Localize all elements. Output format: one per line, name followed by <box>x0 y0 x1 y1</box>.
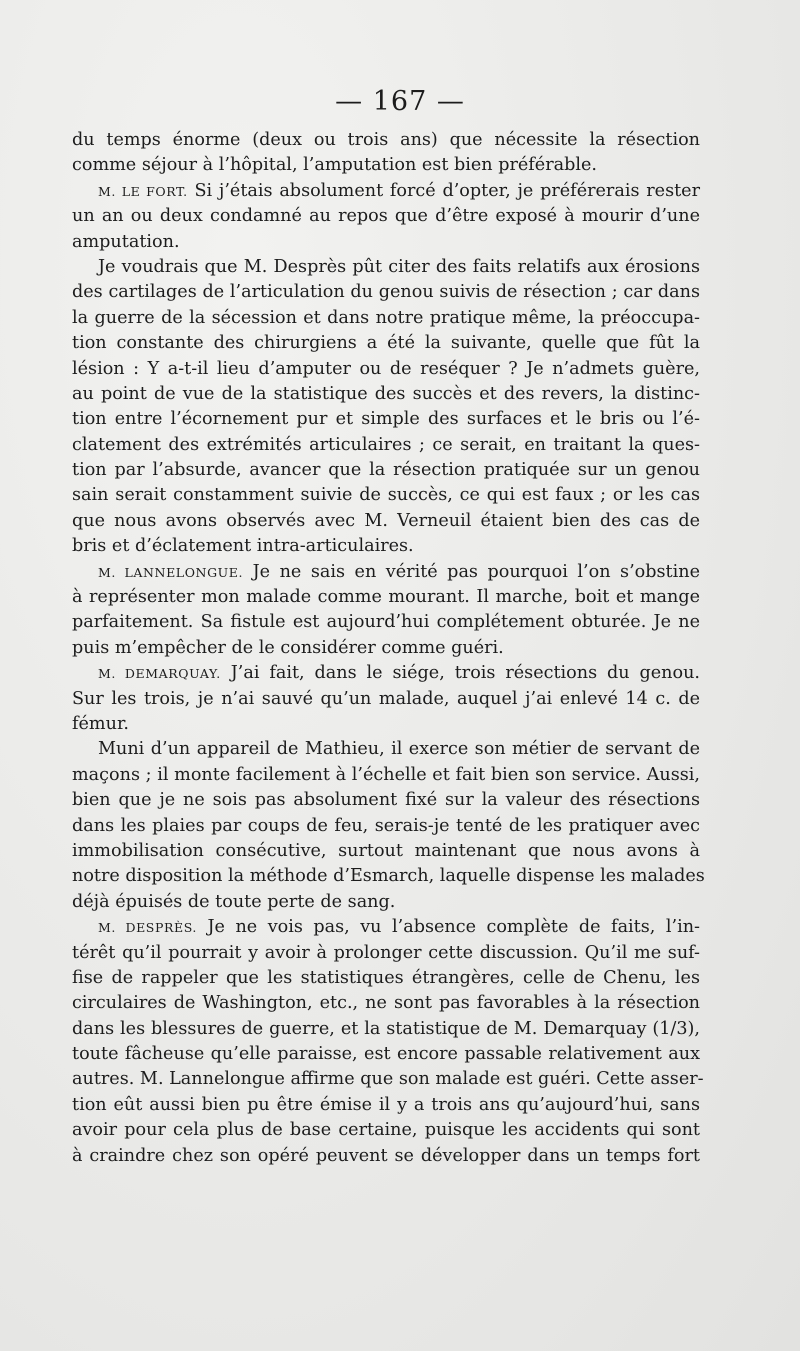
paragraph-demarquay <box>72 661 700 737</box>
text-line <box>72 560 700 585</box>
text-line: circulaires de Washington, etc., ne sont pas favorables à la résection <box>72 993 700 1014</box>
text-line: amputation. <box>72 231 180 252</box>
text-line: clatement des extrémités articulaires ; ce serait, en traitant la ques- <box>72 434 700 455</box>
text-line: la guerre de la sécession et dans notre pratique même, la préoccupa- <box>72 307 700 328</box>
speaker-name: M. LE FORT. <box>98 183 188 199</box>
line-text: Je ne vois pas, vu l’absence complète de faits, l’in- <box>207 917 700 938</box>
text-line: fise de rappeler que les statistiques étrangères, celle de Chenu, les <box>72 967 700 988</box>
paragraph <box>72 255 700 560</box>
text-line: tion entre l’écornement pur et simple des surfaces et le bris ou l’é- <box>72 409 700 430</box>
paragraph-lannelongue <box>72 560 700 662</box>
text-line: dans les plaies par coups de feu, serais-je tenté de les pratiquer avec <box>72 815 700 836</box>
speaker-name: M. LANNELONGUE. <box>98 564 244 580</box>
text-line <box>72 915 700 940</box>
line-text: Si j’étais absolument forcé d’opter, je préférerais rester <box>194 180 700 201</box>
paragraph-despres <box>72 915 704 1169</box>
text-line: toute fâcheuse qu’elle paraisse, est encore passable relativement aux <box>72 1044 700 1065</box>
text-line: au point de vue de la statistique des succès et des revers, la distinc- <box>72 383 700 404</box>
text-line <box>72 179 700 204</box>
text-line: à craindre chez son opéré peuvent se développer dans un temps fort <box>72 1145 700 1166</box>
text-line: térêt qu’il pourrait y avoir à prolonger cette discussion. Qu’il me suf- <box>72 942 700 963</box>
text-line: tion constante des chirurgiens a été la suivante, quelle que fût la <box>72 333 700 354</box>
page-number: — 167 — <box>335 86 465 117</box>
text-line: parfaitement. Sa fistule est aujourd’hui complétement obturée. Je ne <box>72 612 700 633</box>
text-line: du temps énorme (deux ou trois ans) que nécessite la résection <box>72 130 700 150</box>
text-line: Je voudrais que M. Desprès pût citer des faits relatifs aux érosions <box>98 256 700 277</box>
text-line: un an ou deux condamné au repos que d’être exposé à mourir d’une <box>72 206 700 227</box>
text-line: tion par l’absurde, avancer que la résection pratiquée sur un genou <box>72 460 700 481</box>
speaker-name: M. DESPRÈS. <box>98 920 197 936</box>
paragraph <box>72 128 700 179</box>
text-line: fémur. <box>72 713 130 734</box>
paragraph <box>72 737 705 915</box>
text-line: Muni d’un appareil de Mathieu, il exerce son métier de servant de <box>98 739 700 760</box>
line-text: Je ne sais en vérité pas pourquoi l’on s’obstine <box>252 561 701 582</box>
text-line: avoir pour cela plus de base certaine, puisque les accidents qui sont <box>72 1120 700 1141</box>
text-line: que nous avons observés avec M. Verneuil étaient bien des cas de <box>72 510 700 531</box>
text-line: autres. M. Lannelongue affirme que son malade est guéri. Cette asser- <box>72 1069 704 1090</box>
text-line: immobilisation consécutive, surtout maintenant que nous avons à <box>72 840 700 861</box>
text-line: lésion : Y a-t-il lieu d’amputer ou de reséquer ? Je n’admets guère, <box>72 358 700 379</box>
text-line <box>72 661 700 686</box>
text-line: sain serait constamment suivie de succès, ce qui est faux ; or les cas <box>72 485 700 506</box>
text-line: à représenter mon malade comme mourant. Il marche, boit et mange <box>72 587 700 608</box>
text-line: tion eût aussi bien pu être émise il y a trois ans qu’aujourd’hui, sans <box>72 1094 700 1115</box>
paragraph-le-fort <box>72 179 700 255</box>
text-line: bien que je ne sois pas absolument fixé sur la valeur des résections <box>72 790 700 811</box>
speaker-name: M. DEMARQUAY. <box>98 666 221 682</box>
text-line: puis m’empêcher de le considérer comme guéri. <box>72 637 504 658</box>
text-line: déjà épuisés de toute perte de sang. <box>72 891 396 912</box>
text-line: des cartilages de l’articulation du genou suivis de résection ; car dans <box>72 282 700 303</box>
text-line: notre disposition la méthode d’Esmarch, laquelle dispense les malades <box>72 866 705 887</box>
line-text: J’ai fait, dans le siége, trois résections du genou. <box>230 663 701 684</box>
text-line: bris et d’éclatement intra-articulaires. <box>72 536 414 557</box>
text-line: maçons ; il monte facilement à l’échelle et fait bien son service. Aussi, <box>72 764 700 785</box>
text-line: comme séjour à l’hôpital, l’amputation est bien préférable. <box>72 155 598 176</box>
text-line: Sur les trois, je n’ai sauvé qu’un malade, auquel j’ai enlevé 14 c. de <box>72 688 700 709</box>
text-line: dans les blessures de guerre, et la statistique de M. Demarquay (1/3), <box>72 1018 700 1039</box>
body-text <box>72 128 705 1169</box>
